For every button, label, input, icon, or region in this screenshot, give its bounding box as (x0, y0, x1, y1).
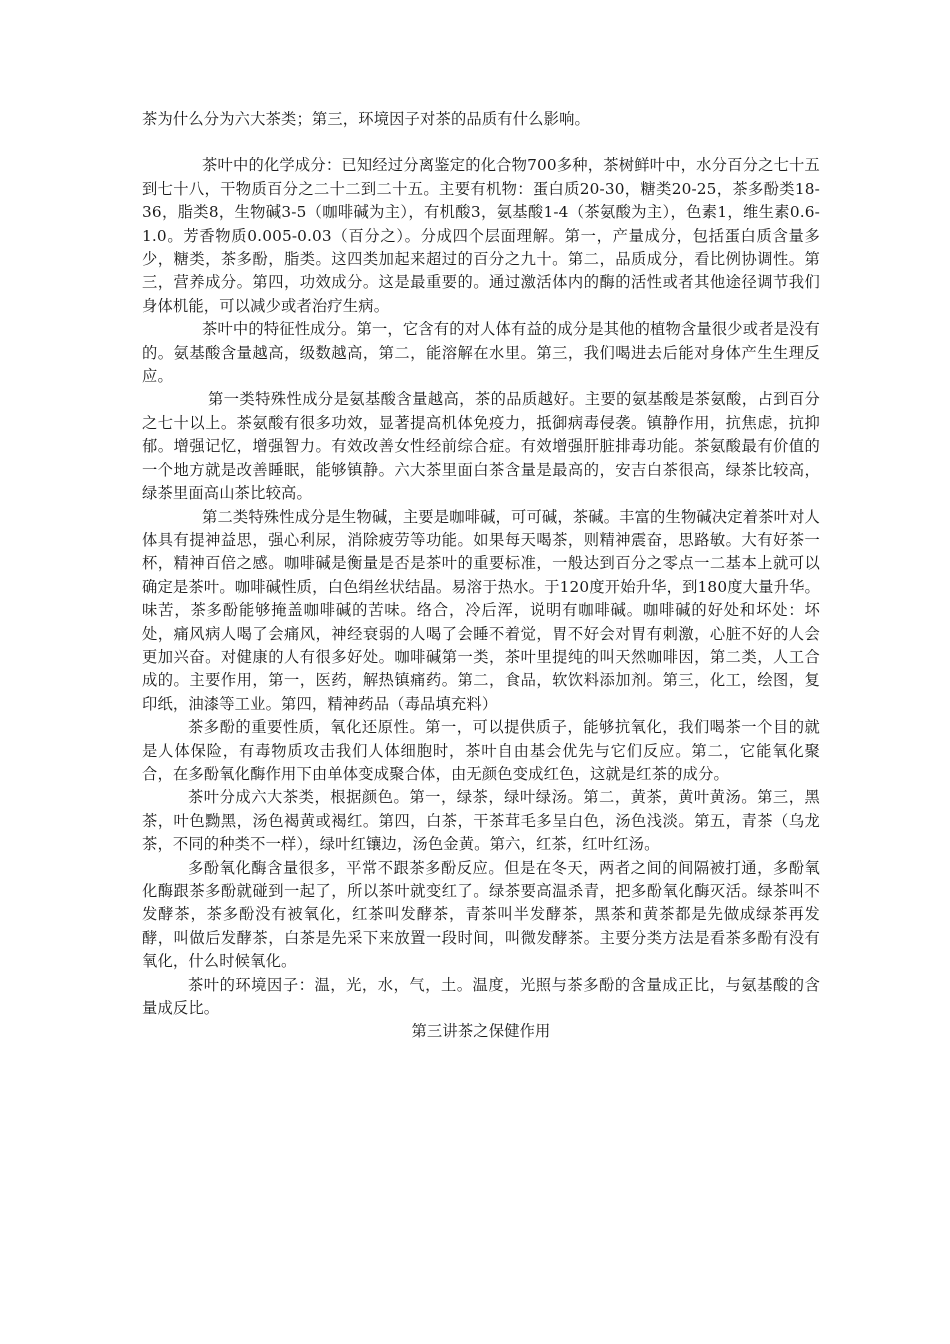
paragraph-environmental-factors: 茶叶的环境因子：温，光，水，气，土。温度，光照与茶多酚的含量成正比，与氨基酸的含量成反比。 (142, 975, 820, 1018)
paragraph-alkaloids: 第二类特殊性成分是生物碱，主要是咖啡碱，可可碱，茶碱。丰富的生物碱决定着茶叶对人体具有提神益思，强心利尿，消除疲劳等功能。如果每天喝茶，则精神震奋，思路敏。大有好茶一杯，精神百倍之感。咖啡碱是衡量是否是茶叶的重要标准，一般达到百分之零点一二基本上就可以确定是茶叶。咖啡碱性质，白色绢丝状结晶。易溶于热水。于120度开始升华，到180度大量升华。味苦，茶多酚能够掩盖咖啡碱的苦味。络合，冷后浑，说明有咖啡碱。咖啡碱的好处和坏处：坏处，痛风病人喝了会痛风，神经衰弱的人喝了会睡不着觉，胃不好会对胃有刺激，心脏不好的人会更加兴奋。对健康的人有很多好处。咖啡碱第一类，茶叶里提纯的叫天然咖啡因，第二类，人工合成的。主要作用，第一，医药，解热镇痛药。第二，食品，软饮料添加剂。第三，化工，绘图，复印纸，油漆等工业。第四，精神药品（毒品填充料） (142, 507, 820, 713)
paragraph-tea-polyphenols: 茶多酚的重要性质，氧化还原性。第一，可以提供质子，能够抗氧化，我们喝茶一个目的就是人体保险，有毒物质攻击我们人体细胞时，茶叶自由基会优先与它们反应。第二，它能氧化聚合，在多酚氧化酶作用下由单体变成聚合体，由无颜色变成红色，这就是红茶的成分。 (142, 718, 820, 783)
paragraph-amino-acids: 第一类特殊性成分是氨基酸含量越高，茶的品质越好。主要的氨基酸是茶氨酸，占到百分之七十以上。茶氨酸有很多功效，显著提高机体免疫力，抵御病毒侵袭。镇静作用，抗焦虑，抗抑郁。增强记忆，增强智力。有效改善女性经前综合症。有效增强肝脏排毒功能。茶氨酸最有价值的一个地方就是改善睡眠，能够镇静。六大茶里面白茶含量是最高的，安吉白茶很高，绿茶比较高，绿茶里面高山茶比较高。 (142, 390, 820, 503)
document-page (142, 108, 820, 1044)
paragraph-chemical-composition: 茶叶中的化学成分：已知经过分离鉴定的化合物700多种，茶树鲜叶中，水分百分之七十五到七十八，干物质百分之二十二到二十五。主要有机物：蛋白质20-30，糖类20-25，茶多酚类18-36，脂类8，生物碱3-5（咖啡碱为主），有机酸3，氨基酸1-4（茶氨酸为主），色素1，维生素0.6-1.0。芳香物质0.005-0.03（百分之）。分成四个层面理解。第一，产量成分，包括蛋白质含量多少，糖类，茶多酚，脂类。这四类加起来超过的百分之九十。第二，品质成分，看比例协调性。第三，营养成分。第四，功效成分。这是最重要的。通过激活体内的酶的活性或者其他途径调节我们身体机能，可以减少或者治疗生病。 (142, 156, 820, 315)
paragraph-six-tea-categories: 茶叶分成六大茶类，根据颜色。第一，绿茶，绿叶绿汤。第二，黄茶，黄叶黄汤。第三，黑茶，叶色黝黑，汤色褐黄或褐红。第四，白茶，干茶茸毛多呈白色，汤色浅淡。第五，青茶（乌龙茶，不同的种类不一样），绿叶红镶边，汤色金黄。第六，红茶，红叶红汤。 (142, 788, 820, 854)
paragraph-spacer (142, 131, 820, 154)
paragraph-characteristic-components: 茶叶中的特征性成分。第一，它含有的对人体有益的成分是其他的植物含量很少或者是没有的。氨基酸含量越高，级数越高，第二，能溶解在水里。第三，我们喝进去后能对身体产生生理反应。 (142, 320, 820, 386)
paragraph-intro: 茶为什么分为六大茶类；第三，环境因子对茶的品质有什么影响。 (142, 110, 590, 128)
paragraph-polyphenol-oxidase: 多酚氧化酶含量很多，平常不跟茶多酚反应。但是在冬天，两者之间的间隔被打通，多酚氧化酶跟茶多酚就碰到一起了，所以茶叶就变红了。绿茶要高温杀青，把多酚氧化酶灭活。绿茶叫不发酵茶，茶多酚没有被氧化，红茶叫发酵茶，青茶叫半发酵茶，黑茶和黄茶都是先做成绿茶再发酵，叫做后发酵茶，白茶是先采下来放置一段时间，叫微发酵茶。主要分类方法是看茶多酚有没有氧化，什么时候氧化。 (142, 858, 820, 971)
section-heading: 第三讲茶之保健作用 (411, 1022, 551, 1041)
